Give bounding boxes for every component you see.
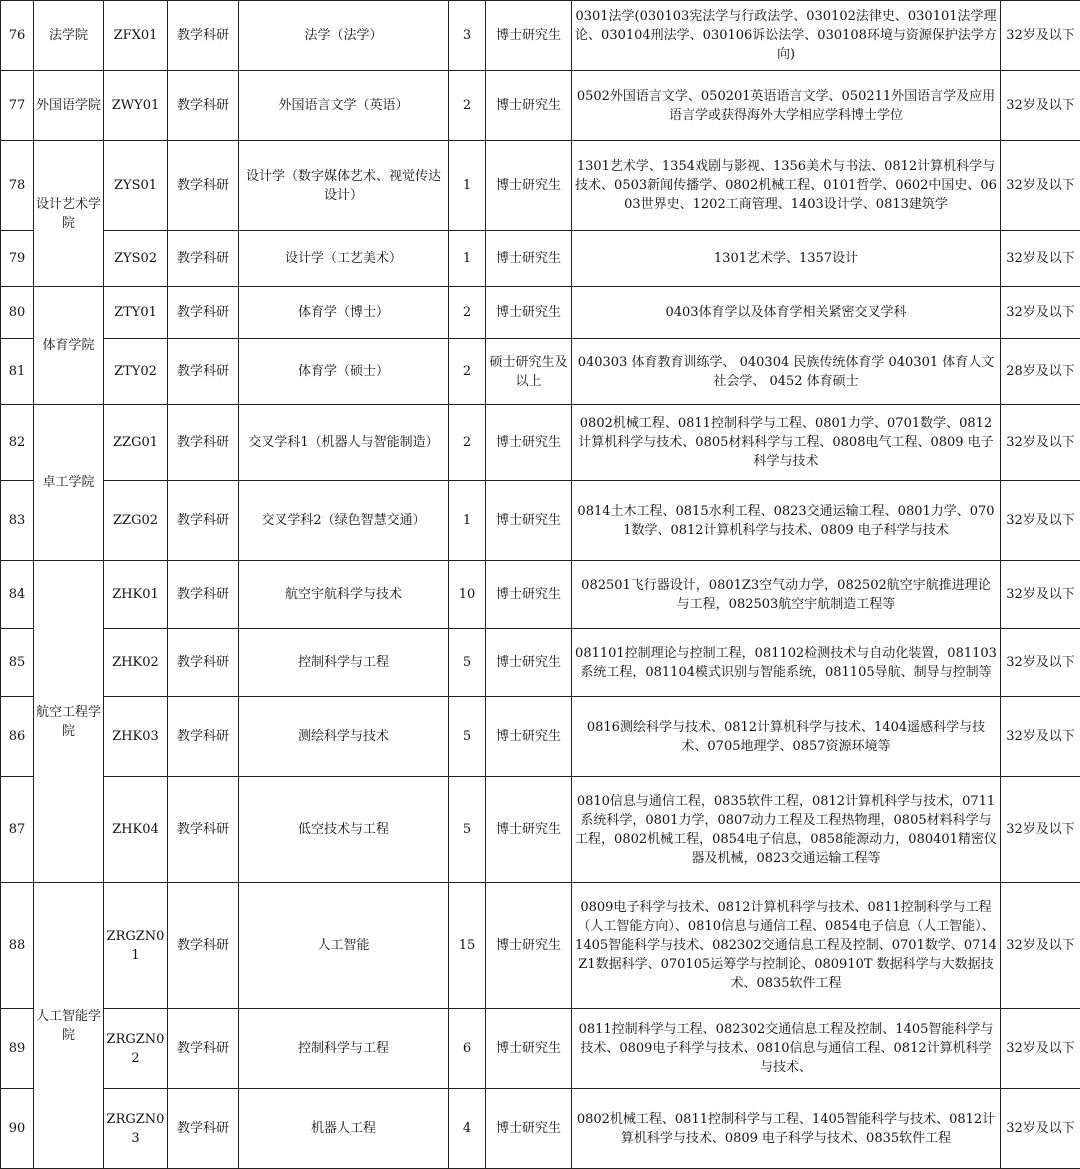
position-name: 人工智能 [239,883,449,1009]
major-requirements: 0403体育学以及体育学相关紧密交叉学科 [572,287,1001,339]
table-row [1,1089,1080,1169]
age-limit: 32岁及以下 [1001,141,1080,231]
position-name: 法学（法学） [239,1,449,71]
major-requirements: 0810信息与通信工程，0835软件工程，0812计算机科学与技术，0711系统科学，0801力学，0807动力工程及工程热物理，0805材料科学与工程，0802机械工程，0854电子信息，0858能源动力，080401精密仪器及机械，0823交通运输工程等 [572,777,1001,883]
position-code: ZRGZN01 [104,883,168,1009]
headcount: 2 [449,339,486,405]
college-cell: 航空工程学院 [34,561,104,883]
position-name: 体育学（博士） [239,287,449,339]
college-cell: 体育学院 [34,287,104,405]
headcount: 1 [449,231,486,287]
row-number: 83 [1,481,34,561]
education: 博士研究生 [486,629,572,697]
position-code: ZWY01 [104,71,168,141]
position-type: 教学科研 [168,1089,239,1169]
table-row [1,629,1080,697]
table-row [1,231,1080,287]
headcount: 1 [449,481,486,561]
education: 博士研究生 [486,231,572,287]
education: 博士研究生 [486,405,572,481]
position-type: 教学科研 [168,339,239,405]
education: 博士研究生 [486,141,572,231]
row-number: 87 [1,777,34,883]
headcount: 1 [449,141,486,231]
age-limit: 32岁及以下 [1001,287,1080,339]
headcount: 2 [449,405,486,481]
major-requirements: 082501飞行器设计，0801Z3空气动力学，082502航空宇航推进理论与工程，082503航空宇航制造工程等 [572,561,1001,629]
row-number: 81 [1,339,34,405]
row-number: 85 [1,629,34,697]
position-type: 教学科研 [168,629,239,697]
position-type: 教学科研 [168,561,239,629]
position-name: 设计学（数字媒体艺术、视觉传达设计） [239,141,449,231]
position-type: 教学科研 [168,883,239,1009]
education: 博士研究生 [486,561,572,629]
table-row [1,71,1080,141]
position-name: 控制科学与工程 [239,629,449,697]
position-name: 设计学（工艺美术） [239,231,449,287]
age-limit: 28岁及以下 [1001,339,1080,405]
position-type: 教学科研 [168,777,239,883]
age-limit: 32岁及以下 [1001,231,1080,287]
table-row [1,697,1080,777]
education: 博士研究生 [486,697,572,777]
headcount: 3 [449,1,486,71]
headcount: 5 [449,777,486,883]
college-cell: 设计艺术学院 [34,141,104,287]
college-cell: 人工智能学院 [34,883,104,1169]
table-row [1,561,1080,629]
row-number: 80 [1,287,34,339]
position-type: 教学科研 [168,1009,239,1089]
college-cell: 卓工学院 [34,405,104,561]
age-limit: 32岁及以下 [1001,481,1080,561]
row-number: 78 [1,141,34,231]
position-name: 测绘科学与技术 [239,697,449,777]
row-number: 90 [1,1089,34,1169]
major-requirements: 040303 体育教育训练学、 040304 民族传统体育学 040301 体育人文社会学、 0452 体育硕士 [572,339,1001,405]
education: 博士研究生 [486,71,572,141]
table-row [1,141,1080,231]
age-limit: 32岁及以下 [1001,1009,1080,1089]
position-code: ZRGZN03 [104,1089,168,1169]
major-requirements: 0301法学(030103宪法学与行政法学、030102法律史、030101法学理论、030104刑法学、030106诉讼法学、030108环境与资源保护法学方向) [572,1,1001,71]
age-limit: 32岁及以下 [1001,1,1080,71]
position-type: 教学科研 [168,697,239,777]
position-name: 交叉学科2（绿色智慧交通） [239,481,449,561]
college-cell: 法学院 [34,1,104,71]
headcount: 6 [449,1009,486,1089]
headcount: 2 [449,287,486,339]
major-requirements: 0809电子科学与技术、0812计算机科学与技术、0811控制科学与工程（人工智能方向）、0810信息与通信工程、0854电子信息（人工智能）、1405智能科学与技术、082302交通信息工程及控制、0701数学、0714Z1数据科学、070105运筹学与控制论、080910T 数据科学与大数据技术、0835软件工程 [572,883,1001,1009]
position-name: 控制科学与工程 [239,1009,449,1089]
headcount: 4 [449,1089,486,1169]
position-code: ZHK01 [104,561,168,629]
position-name: 机器人工程 [239,1089,449,1169]
major-requirements: 0802机械工程、0811控制科学与工程、0801力学、0701数学、0812计算机科学与技术、0805材料科学与工程、0808电气工程、0809 电子科学与技术 [572,405,1001,481]
position-code: ZYS01 [104,141,168,231]
row-number: 84 [1,561,34,629]
position-name: 外国语言文学（英语） [239,71,449,141]
headcount: 2 [449,71,486,141]
age-limit: 32岁及以下 [1001,697,1080,777]
headcount: 5 [449,697,486,777]
position-code: ZTY01 [104,287,168,339]
position-name: 体育学（硕士） [239,339,449,405]
age-limit: 32岁及以下 [1001,561,1080,629]
major-requirements: 0816测绘科学与技术、0812计算机科学与技术、1404遥感科学与技术、0705地理学、0857资源环境等 [572,697,1001,777]
position-code: ZHK03 [104,697,168,777]
position-code: ZTY02 [104,339,168,405]
age-limit: 32岁及以下 [1001,405,1080,481]
table-row [1,339,1080,405]
major-requirements: 0802机械工程、0811控制科学与工程、1405智能科学与技术、0812计算机科学与技术、0809 电子科学与技术、0835软件工程 [572,1089,1001,1169]
table-row [1,1009,1080,1089]
table-row [1,287,1080,339]
row-number: 76 [1,1,34,71]
major-requirements: 1301艺术学、1354戏剧与影视、1356美术与书法、0812计算机科学与技术、0503新闻传播学、0802机械工程、0101哲学、0602中国史、0603世界史、1202工商管理、1403设计学、0813建筑学 [572,141,1001,231]
table-row [1,481,1080,561]
major-requirements: 081101控制理论与控制工程，081102检测技术与自动化装置，081103系统工程，081104模式识别与智能系统，081105导航、制导与控制等 [572,629,1001,697]
position-type: 教学科研 [168,1,239,71]
table-row [1,883,1080,1009]
education: 博士研究生 [486,1089,572,1169]
age-limit: 32岁及以下 [1001,71,1080,141]
position-code: ZFX01 [104,1,168,71]
position-code: ZRGZN02 [104,1009,168,1089]
row-number: 89 [1,1009,34,1089]
position-code: ZZG02 [104,481,168,561]
position-type: 教学科研 [168,287,239,339]
headcount: 10 [449,561,486,629]
education: 博士研究生 [486,777,572,883]
position-type: 教学科研 [168,141,239,231]
education: 博士研究生 [486,1009,572,1089]
education: 博士研究生 [486,883,572,1009]
major-requirements: 1301艺术学、1357设计 [572,231,1001,287]
college-cell: 外国语学院 [34,71,104,141]
age-limit: 32岁及以下 [1001,1089,1080,1169]
row-number: 86 [1,697,34,777]
headcount: 15 [449,883,486,1009]
age-limit: 32岁及以下 [1001,629,1080,697]
education: 博士研究生 [486,481,572,561]
row-number: 79 [1,231,34,287]
position-name: 交叉学科1（机器人与智能制造） [239,405,449,481]
row-number: 77 [1,71,34,141]
row-number: 88 [1,883,34,1009]
major-requirements: 0811控制科学与工程、082302交通信息工程及控制、1405智能科学与技术、0809电子科学与技术、0810信息与通信工程、0812计算机科学与技术、 [572,1009,1001,1089]
major-requirements: 0814土木工程、0815水利工程、0823交通运输工程、0801力学、0701数学、0812计算机科学与技术、0809 电子科学与技术 [572,481,1001,561]
table-row [1,405,1080,481]
position-code: ZYS02 [104,231,168,287]
headcount: 5 [449,629,486,697]
education: 博士研究生 [486,287,572,339]
table-row [1,777,1080,883]
position-code: ZHK04 [104,777,168,883]
position-type: 教学科研 [168,405,239,481]
position-name: 低空技术与工程 [239,777,449,883]
position-type: 教学科研 [168,481,239,561]
position-code: ZHK02 [104,629,168,697]
education: 博士研究生 [486,1,572,71]
age-limit: 32岁及以下 [1001,777,1080,883]
education: 硕士研究生及以上 [486,339,572,405]
table-row [1,1,1080,71]
position-name: 航空宇航科学与技术 [239,561,449,629]
age-limit: 32岁及以下 [1001,883,1080,1009]
row-number: 82 [1,405,34,481]
position-type: 教学科研 [168,71,239,141]
major-requirements: 0502外国语言文学、050201英语语言文学、050211外国语言学及应用语言学或获得海外大学相应学科博士学位 [572,71,1001,141]
position-code: ZZG01 [104,405,168,481]
position-type: 教学科研 [168,231,239,287]
